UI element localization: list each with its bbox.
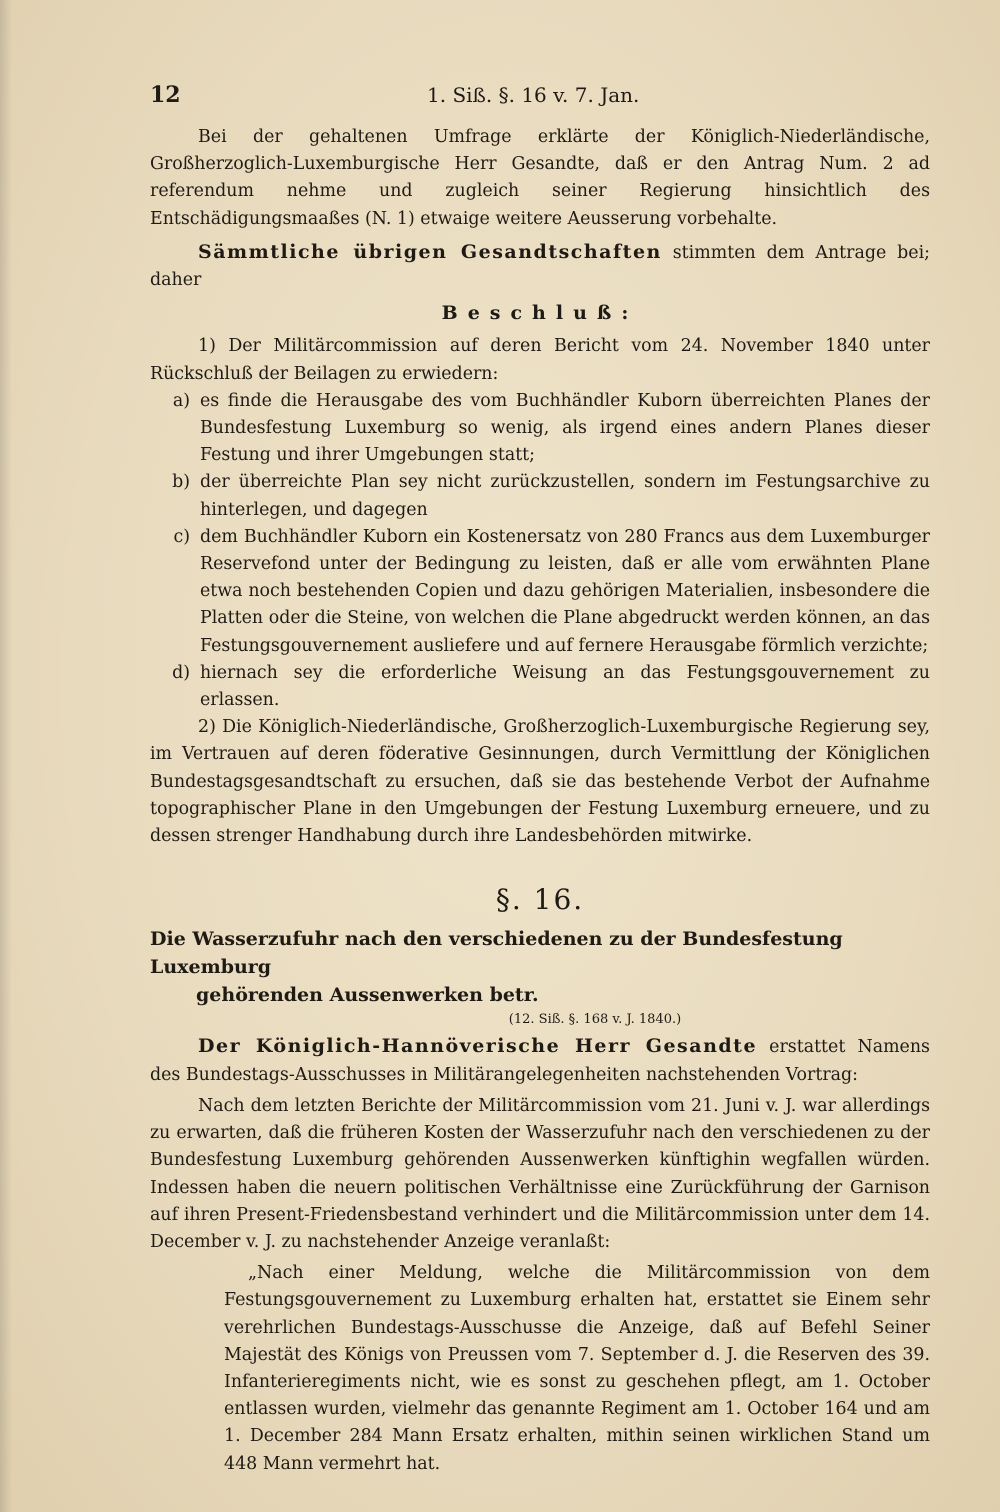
paragraph-consent-rest: stimmten dem Antrage bei; daher [150, 242, 931, 291]
subitem-text: dem Buchhändler Kuborn ein Kostenersatz von 280 Francs aus dem Luxemburger Reservefond unter der Bedingung zu leisten, daß er alle vom erwähnten Plane etwa noch bestehenden Copien und dazu gehörigen Materialien, insbesondere die Platten oder die Steine, von welchen die Plane abgedruckt werden können, an das Festungsgouvernement ausliefere und auf fernere Herausgabe förmlich verzichte; [200, 526, 930, 656]
section-title-line-2: gehörenden Aussenwerken betr. [196, 984, 539, 1007]
resolution-subitem [150, 469, 930, 523]
resolution-item-1: 1) Der Militärcommission auf deren Bericht vom 24. November 1840 unter Rückschluß der Beilagen zu erwiedern: [150, 336, 930, 384]
paragraph-report-intro [150, 1033, 930, 1088]
section-source-reference: (12. Siß. §. 168 v. J. 1840.) [508, 1012, 682, 1028]
paragraph-vote-report: Bei der gehaltenen Umfrage erklärte der Königlich-Niederländische, Großherzoglich-Luxemburgische Herr Gesandte, daß er den Antrag Num. 2 ad referendum nehme und zugleich seiner Regierung hinsichtlich des Entschädigungsmaaßes (N. 1) etwaige weitere Aeusserung vorbehalte. [150, 127, 930, 229]
subitem-text: der überreichte Plan sey nicht zurückzustellen, sondern im Festungsarchive zu hinterlegen, und dagegen [200, 472, 930, 520]
resolution-subitem [150, 660, 930, 714]
page-shadow [0, 0, 12, 1512]
resolution-item-2: 2) Die Königlich-Niederländische, Großherzoglich-Luxemburgische Regierung sey, im Vertrauen auf deren föderative Gesinnungen, durch Vermittlung der Königlichen Bundestagsgesandtschaft zu ersuchen, daß sie das bestehende Verbot der Aufnahme topographischer Plane in den Umgebungen der Festung Luxemburg erneuere, und zu dessen strenger Handhabung durch ihre Landesbehörden mitwirke. [150, 717, 930, 847]
paragraph-report-lead: Der Königlich-Hannöverische Herr Gesandte [198, 1035, 758, 1058]
section-title-line-1: Die Wasserzufuhr nach den verschiedenen zu der Bundesfestung Luxemburg [150, 928, 843, 979]
resolution-subitem [150, 524, 930, 660]
page-header [150, 82, 930, 112]
subitem-label: c) [173, 526, 190, 547]
subitem-text: es finde die Herausgabe des vom Buchhändler Kuborn überreichten Planes der Bundesfestung Luxemburg so wenig, als irgend eines andern Planes dieser Festung und ihrer Umgebungen statt; [200, 390, 930, 466]
paragraph-consent [150, 239, 930, 294]
page-number: 12 [150, 82, 181, 108]
subitem-label: a) [172, 390, 190, 411]
paragraph-consent-lead: Sämmtliche übrigen Gesandtschaften [198, 240, 662, 263]
running-head: 1. Siß. §. 16 v. 7. Jan. [427, 83, 640, 107]
resolution-heading: Beschluß: [441, 302, 639, 325]
section-number: §. 16. [495, 883, 585, 917]
section-title [150, 925, 930, 1009]
paragraph-report-rest: erstattet Namens des Bundestags-Ausschusses in Militärangelegenheiten nachstehenden Vortrag: [150, 1037, 930, 1085]
resolution-subitem [150, 388, 930, 470]
subitem-label: b) [172, 472, 190, 493]
quoted-report: „Nach einer Meldung, welche die Militärcommission von dem Festungsgouvernement zu Luxemburg erhalten hat, erstattet sie Einem sehr verehrlichen Bundestags-Ausschusse die Anzeige, daß auf Befehl Seiner Majestät des Königs von Preussen vom 7. September d. J. die Reserven des 39. Infanterieregiments nicht, wie es sonst zu geschehen pflegt, am 1. October entlassen wurden, vielmehr das genannte Regiment am 1. October 164 und am 1. December 284 Mann Ersatz erhalten, mithin seinen wirklichen Stand um 448 Mann vermehrt hat. [224, 1263, 930, 1474]
page-body [150, 124, 930, 1478]
paragraph-water-supply: Nach dem letzten Berichte der Militärcommission vom 21. Juni v. J. war allerdings zu erwarten, daß die früheren Kosten der Wasserzufuhr nach den verschiedenen zu der Bundesfestung Luxemburg gehörenden Aussenwerken künftighin wegfallen würden. Indessen haben die neuern politischen Verhältnisse eine Zurückführung der Garnison auf ihren Present-Friedensbestand verhindert und die Militärcommission unter dem 14. December v. J. zu nachstehender Anzeige veranlaßt: [150, 1095, 930, 1252]
subitem-label: d) [172, 662, 190, 683]
subitem-text: hiernach sey die erforderliche Weisung an das Festungsgouvernement zu erlassen. [200, 662, 930, 711]
resolution-subitems [150, 388, 930, 714]
